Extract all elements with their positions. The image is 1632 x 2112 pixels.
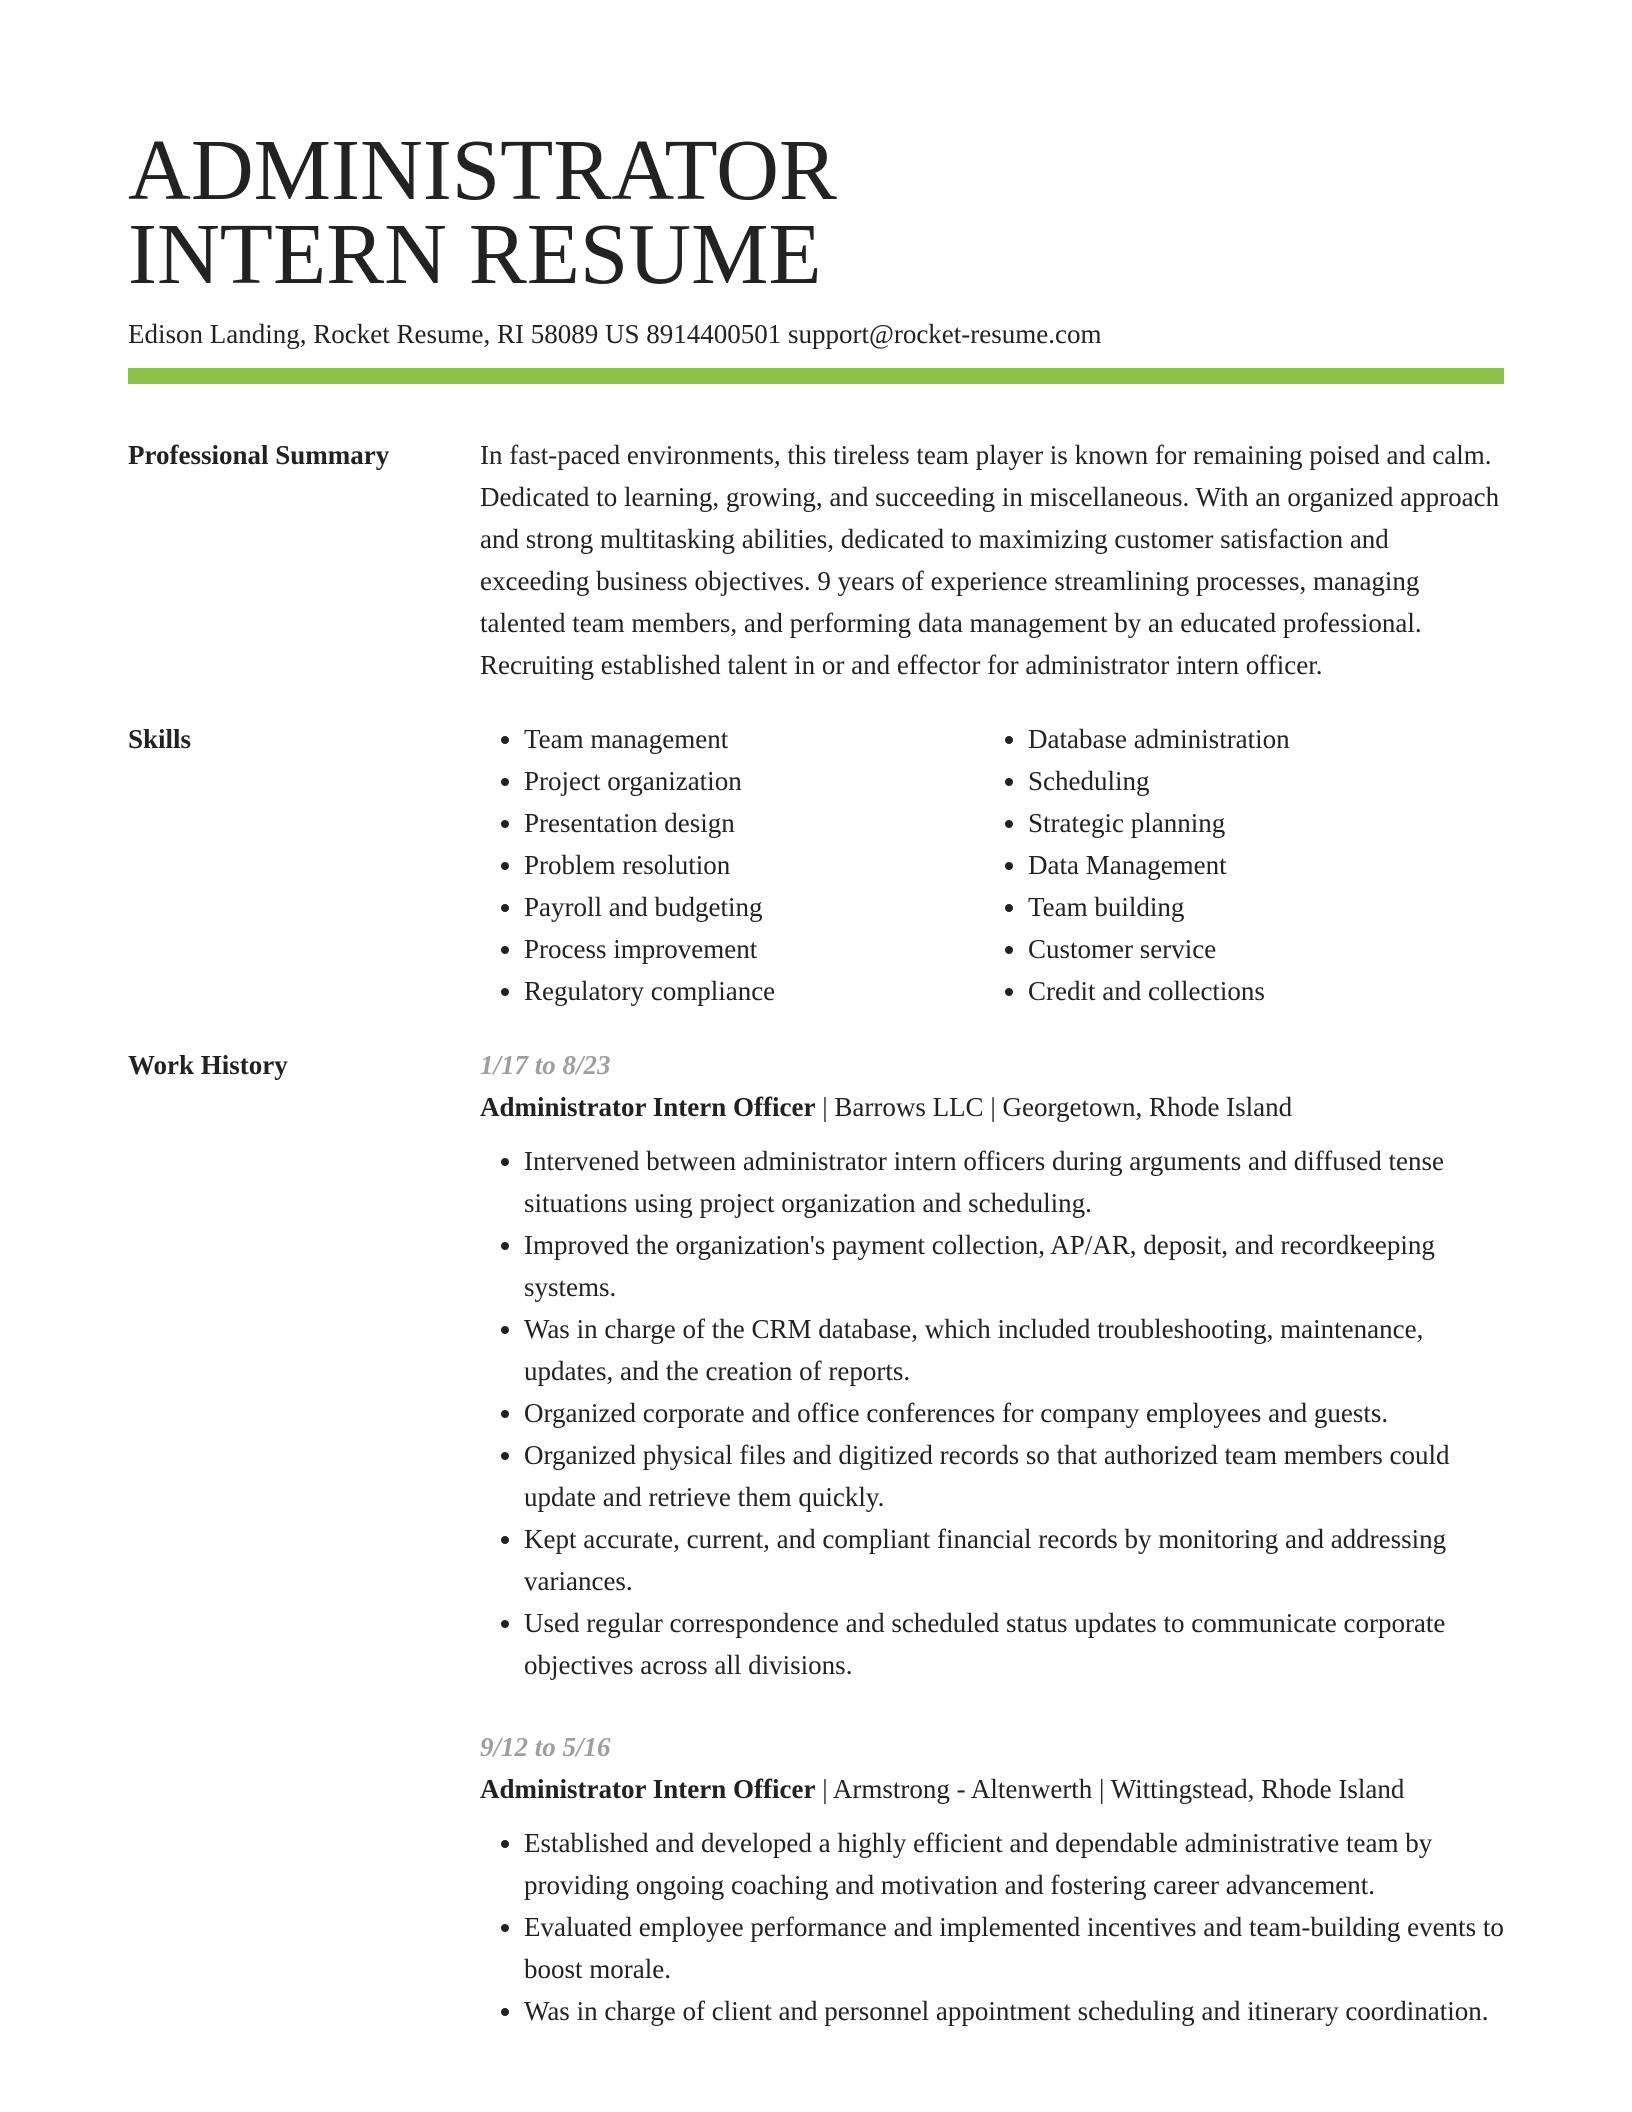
- skill-item: • Payroll and budgeting: [524, 886, 984, 928]
- accent-divider: [128, 368, 1504, 384]
- skill-item: • Strategic planning: [1028, 802, 1488, 844]
- skill-item: • Credit and collections: [1028, 970, 1488, 1012]
- work-history-section: [128, 1044, 1504, 2032]
- skill-item: • Regulatory compliance: [524, 970, 984, 1012]
- skill-item: • Process improvement: [524, 928, 984, 970]
- skills-list-left: [480, 718, 984, 1012]
- job-bullet: • Was in charge of client and personnel appointment scheduling and itinerary coordination.: [524, 1990, 1504, 2032]
- skill-item: • Team management: [524, 718, 984, 760]
- skill-item: • Data Management: [1028, 844, 1488, 886]
- job-bullet: • Evaluated employee performance and implemented incentives and team-building events to boost morale.: [524, 1906, 1504, 1990]
- job-bullet: • Intervened between administrator intern officers during arguments and diffused tense situations using project organization and scheduling.: [524, 1140, 1504, 1224]
- skills-list-right: [984, 718, 1488, 1012]
- resume-title: [128, 0, 1504, 302]
- title-line-1: ADMINISTRATOR: [128, 121, 837, 218]
- skill-item: • Project organization: [524, 760, 984, 802]
- job-heading: [480, 1086, 1504, 1128]
- skill-item: • Customer service: [1028, 928, 1488, 970]
- job-details: | Armstrong - Altenwerth | Wittingstead, Rhode Island: [815, 1774, 1405, 1804]
- job-bullets: [480, 1822, 1504, 2032]
- summary-label: Professional Summary: [128, 440, 390, 470]
- summary-text: In fast-paced environments, this tireless team player is known for remaining poised and calm. Dedicated to learning, growing, and succeeding in miscellaneous. With an organized approach and strong multitasking abilities, dedicated to maximizing customer satisfaction and exceeding business objectives. 9 years of experience streamlining processes, managing talented team members, and performing data management by an educated professional. Recruiting established talent in or and effector for administrator intern officer.: [480, 440, 1500, 680]
- resume-page: [128, 0, 1504, 2032]
- skill-item: • Database administration: [1028, 718, 1488, 760]
- job-bullet: • Improved the organization's payment collection, AP/AR, deposit, and recordkeeping systems.: [524, 1224, 1504, 1308]
- skills-body: [480, 718, 1504, 1012]
- job-heading: [480, 1768, 1504, 1810]
- skills-label: Skills: [128, 724, 192, 754]
- work-history-label: Work History: [128, 1050, 288, 1080]
- work-history-body: [480, 1044, 1504, 2032]
- job-entry: [480, 1044, 1504, 1686]
- skill-item: • Presentation design: [524, 802, 984, 844]
- job-bullets: [480, 1140, 1504, 1686]
- job-entry: [480, 1726, 1504, 2032]
- contact-line: Edison Landing, Rocket Resume, RI 58089 US 8914400501 support@rocket-resume.com: [128, 319, 1102, 349]
- skills-section: [128, 718, 1504, 1012]
- skill-item: • Scheduling: [1028, 760, 1488, 802]
- job-dates: 1/17 to 8/23: [480, 1050, 611, 1080]
- skill-item: • Team building: [1028, 886, 1488, 928]
- summary-section: [128, 434, 1504, 686]
- job-title: Administrator Intern Officer: [480, 1774, 816, 1804]
- job-bullet: • Established and developed a highly efficient and dependable administrative team by providing ongoing coaching and motivation and fostering career advancement.: [524, 1822, 1504, 1906]
- skills-grid: [480, 718, 1504, 1012]
- job-bullet: • Organized corporate and office conferences for company employees and guests.: [524, 1392, 1504, 1434]
- job-dates: 9/12 to 5/16: [480, 1732, 611, 1762]
- title-line-2: INTERN RESUME: [128, 205, 822, 302]
- job-bullet: • Was in charge of the CRM database, which included troubleshooting, maintenance, updates, and the creation of reports.: [524, 1308, 1504, 1392]
- job-details: | Barrows LLC | Georgetown, Rhode Island: [815, 1092, 1293, 1122]
- job-bullet: • Organized physical files and digitized records so that authorized team members could update and retrieve them quickly.: [524, 1434, 1504, 1518]
- job-bullet: • Kept accurate, current, and compliant financial records by monitoring and addressing variances.: [524, 1518, 1504, 1602]
- skill-item: • Problem resolution: [524, 844, 984, 886]
- job-bullet: • Used regular correspondence and scheduled status updates to communicate corporate objectives across all divisions.: [524, 1602, 1504, 1686]
- job-title: Administrator Intern Officer: [480, 1092, 816, 1122]
